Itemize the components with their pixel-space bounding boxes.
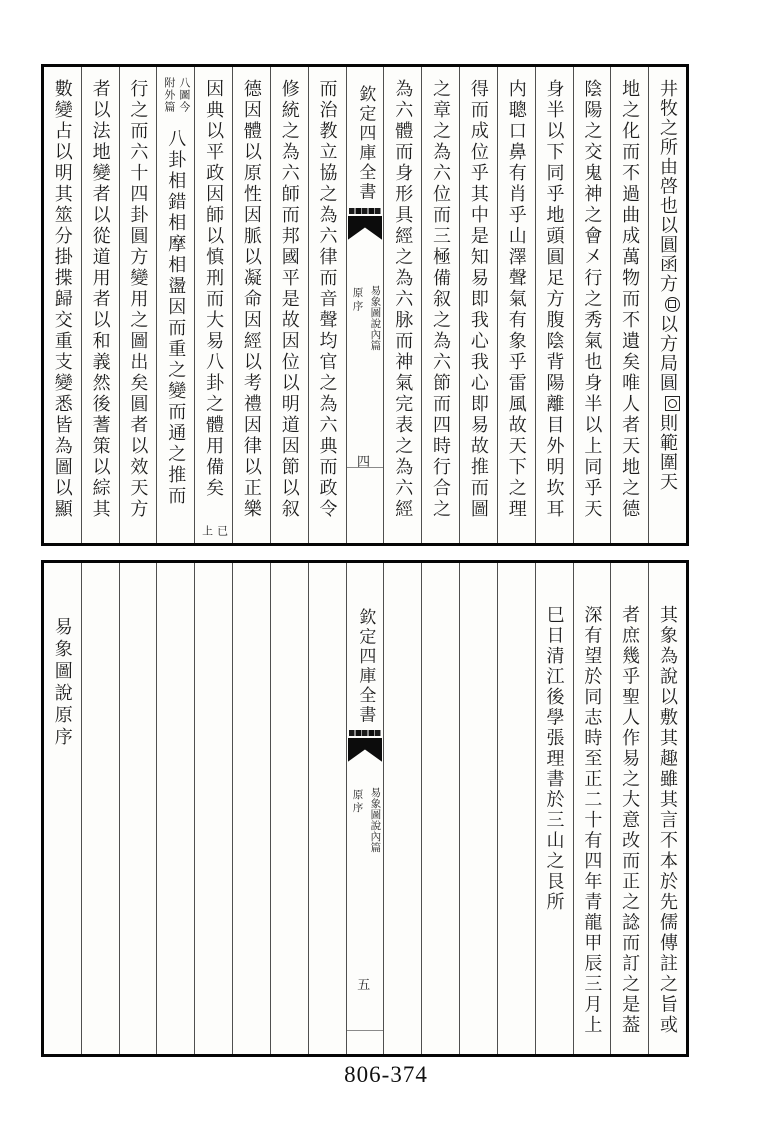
folio-number: 四 bbox=[356, 454, 373, 469]
banxin-column bbox=[347, 67, 385, 543]
banxin-caption bbox=[347, 285, 384, 420]
square-enclosing-circle-icon bbox=[665, 396, 680, 411]
blank-column bbox=[157, 563, 195, 1054]
banxin-section-label: 原序 bbox=[351, 789, 363, 815]
text-column bbox=[611, 563, 649, 1054]
text-column bbox=[422, 67, 460, 543]
text-column bbox=[309, 67, 347, 543]
column-text: 者庶幾乎聖人作易之大意改而正之諗而訂之是葢 bbox=[620, 605, 641, 1036]
section-title-column bbox=[44, 563, 82, 1054]
folio-number: 五 bbox=[357, 977, 373, 992]
column-text: 則範圍天 bbox=[658, 413, 678, 492]
text-column bbox=[498, 67, 536, 543]
column-text: 為六體而身形具經之為六脉而神氣完表之為六經 bbox=[393, 79, 414, 520]
banxin-book-title: 易象圖說內篇 bbox=[369, 787, 381, 853]
section-title: 易象圖說原序 bbox=[52, 617, 73, 749]
column-text: 身半以下同乎地頭圓足方腹陰背陽離目外明坎耳 bbox=[544, 79, 565, 520]
text-column bbox=[384, 67, 422, 543]
text-column bbox=[574, 67, 612, 543]
column-text: 因典以平政因師以慎刑而大易八卦之體用備矣 bbox=[204, 79, 225, 499]
column-text: 深有望於同志時至正二十有四年青龍甲辰三月上 bbox=[582, 605, 603, 1036]
text-column bbox=[574, 563, 612, 1054]
fishtail-icon bbox=[348, 730, 383, 762]
blank-column bbox=[460, 563, 498, 1054]
column-text: 巳日清江後學張理書於三山之艮所 bbox=[544, 605, 565, 913]
banxin-column bbox=[347, 563, 385, 1054]
column-text: 德因體以原性因脈以凝命因經以考禮因律以正樂 bbox=[241, 79, 262, 520]
column-text: 内聰口鼻有肖乎山澤聲氣有象乎雷風故天下之理 bbox=[506, 79, 527, 520]
text-column bbox=[536, 67, 574, 543]
scanned-page-top bbox=[41, 64, 689, 546]
column-text: 之章之為六位而三極備叙之為六節而四時行合之 bbox=[431, 79, 452, 520]
column-text: 以方局圓 bbox=[658, 314, 678, 393]
blank-column bbox=[498, 563, 536, 1054]
text-column bbox=[195, 67, 233, 543]
banxin-divider bbox=[347, 467, 384, 468]
column-text: 陰陽之交鬼神之會㐅行之秀氣也身半以上同乎天 bbox=[582, 79, 603, 520]
scanned-page-bottom bbox=[41, 560, 689, 1057]
text-column bbox=[120, 67, 158, 543]
column-text: 數變占以明其筮分掛揲歸交重支變悉皆為圖以顯 bbox=[52, 79, 73, 520]
text-column bbox=[157, 67, 195, 543]
banxin-divider bbox=[347, 1030, 384, 1031]
blank-column bbox=[422, 563, 460, 1054]
column-text: 行之而六十四卦圓方變用之圖出矣圓者以效天方 bbox=[128, 79, 149, 520]
text-column bbox=[611, 67, 649, 543]
column-text: 者以法地變者以從道用者以和義然後蓍策以綜其 bbox=[90, 79, 111, 520]
text-column bbox=[233, 67, 271, 543]
text-column bbox=[649, 563, 686, 1054]
banxin-book-title: 易象圖說內篇 bbox=[369, 285, 381, 351]
text-column bbox=[649, 67, 686, 543]
blank-column bbox=[384, 563, 422, 1054]
fishtail-icon bbox=[348, 208, 383, 240]
column-text: 八卦相錯相摩相盪因而重之變而通之推而 bbox=[166, 129, 187, 507]
blank-column bbox=[120, 563, 158, 1054]
text-column bbox=[271, 67, 309, 543]
blank-column bbox=[309, 563, 347, 1054]
banxin-section-label: 原序 bbox=[351, 287, 363, 314]
text-column bbox=[82, 67, 120, 543]
blank-column bbox=[195, 563, 233, 1054]
column-text: 地之化而不過曲成萬物而不遺矣唯人者天地之德 bbox=[620, 79, 641, 520]
column-text: 而治教立協之為六律而音聲均官之為六典而政令 bbox=[317, 79, 338, 520]
banxin-series-title: 欽定四庫全書 bbox=[356, 85, 376, 202]
text-column bbox=[460, 67, 498, 543]
column-text: 其象為說以敷其趣雖其言不本於先儒傳註之旨或 bbox=[658, 605, 678, 1036]
column-text: 井牧之所由啓也以圓函方 bbox=[658, 79, 678, 294]
blank-column bbox=[82, 563, 120, 1054]
blank-column bbox=[233, 563, 271, 1054]
circle-enclosing-square-icon bbox=[665, 297, 680, 312]
column-text: 得而成位乎其中是知易即我心我心即易故推而圖 bbox=[468, 79, 489, 520]
column-text: 修統之為六師而邦國平是故因位以明道因節以叙 bbox=[279, 79, 300, 520]
interlinear-note: 八圖今 附外篇 bbox=[162, 77, 190, 113]
text-column bbox=[44, 67, 82, 543]
interlinear-note: 已 上 bbox=[200, 525, 228, 537]
banxin-caption bbox=[347, 787, 384, 922]
text-column bbox=[536, 563, 574, 1054]
page-number-footer: 806-374 bbox=[344, 1062, 428, 1087]
banxin-series-title: 欽定四庫全書 bbox=[356, 608, 376, 725]
blank-column bbox=[271, 563, 309, 1054]
